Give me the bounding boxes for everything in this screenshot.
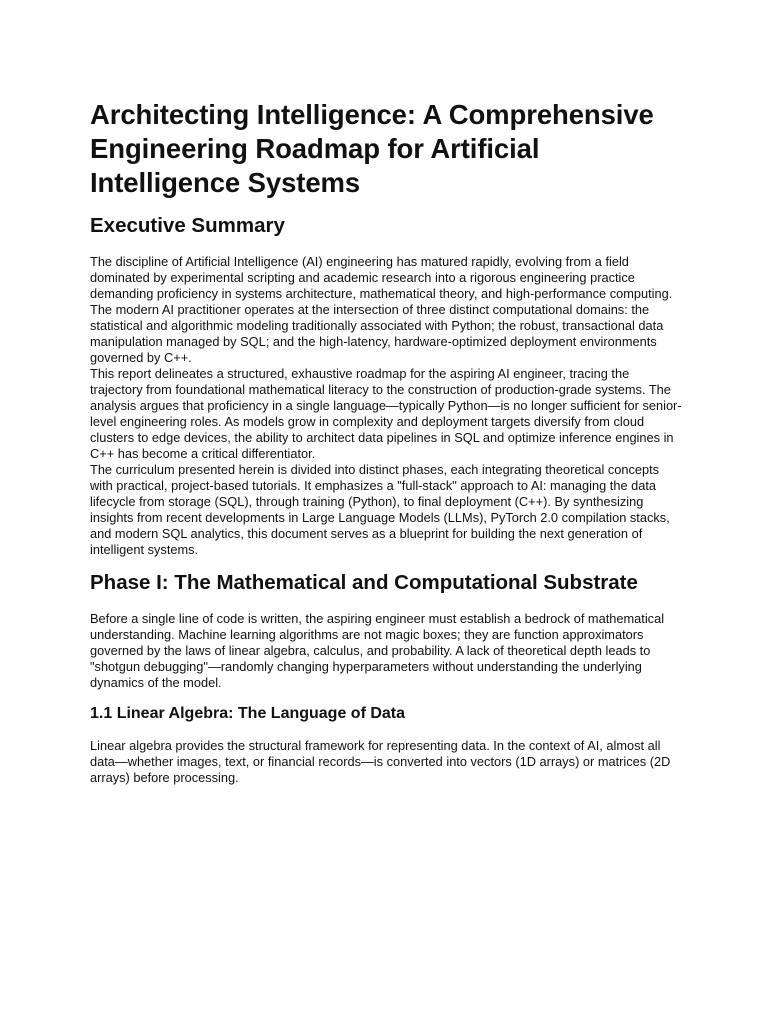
document-title: Architecting Intelligence: A Comprehensive Engineering Roadmap for Artificial Intelligence Systems — [90, 99, 654, 198]
section-heading-executive-summary: Executive Summary — [90, 214, 285, 237]
paragraph: This report delineates a structured, exhaustive roadmap for the aspiring AI engineer, tracing the trajectory from foundational mathematical literacy to the construction of production-grade systems. The analysis argues that proficiency in a single language—typically Python—is no longer sufficient for senior-level engineering roles. As models grow in complexity and deployment targets diversify from cloud clusters to edge devices, the ability to architect data pipelines in SQL and optimize inference engines in C++ has become a critical differentiator. — [90, 366, 682, 461]
paragraph: The curriculum presented herein is divided into distinct phases, each integrating theoretical concepts with practical, project-based tutorials. It emphasizes a "full-stack" approach to AI: managing the data lifecycle from storage (SQL), through training (Python), to final deployment (C++). By synthesizing insights from recent developments in Large Language Models (LLMs), PyTorch 2.0 compilation stacks, and modern SQL analytics, this document serves as a blueprint for building the next generation of intelligent systems. — [90, 462, 670, 557]
paragraph: The discipline of Artificial Intelligence (AI) engineering has matured rapidly, evolving from a field dominated by experimental scripting and academic research into a rigorous engineering practice demanding proficiency in systems architecture, mathematical theory, and high-performance computing. The modern AI practitioner operates at the intersection of three distinct computational domains: the statistical and algorithmic modeling traditionally associated with Python; the robust, transactional data manipulation managed by SQL; and the high-latency, hardware-optimized deployment environments governed by C++. — [90, 254, 673, 365]
document-page — [90, 98, 682, 786]
subsection-heading-linear-algebra: 1.1 Linear Algebra: The Language of Data — [90, 705, 406, 722]
paragraph: Linear algebra provides the structural framework for representing data. In the context of AI, almost all data—whether images, text, or financial records—is converted into vectors (1D arrays) or matrices (2D arrays) before processing. — [90, 738, 671, 785]
section-heading-phase-1: Phase I: The Mathematical and Computational Substrate — [90, 571, 638, 594]
paragraph: Before a single line of code is written, the aspiring engineer must establish a bedrock of mathematical understanding. Machine learning algorithms are not magic boxes; they are function approximators governed by the laws of linear algebra, calculus, and probability. A lack of theoretical depth leads to "shotgun debugging"—randomly changing hyperparameters without understanding the underlying dynamics of the model. — [90, 611, 665, 690]
